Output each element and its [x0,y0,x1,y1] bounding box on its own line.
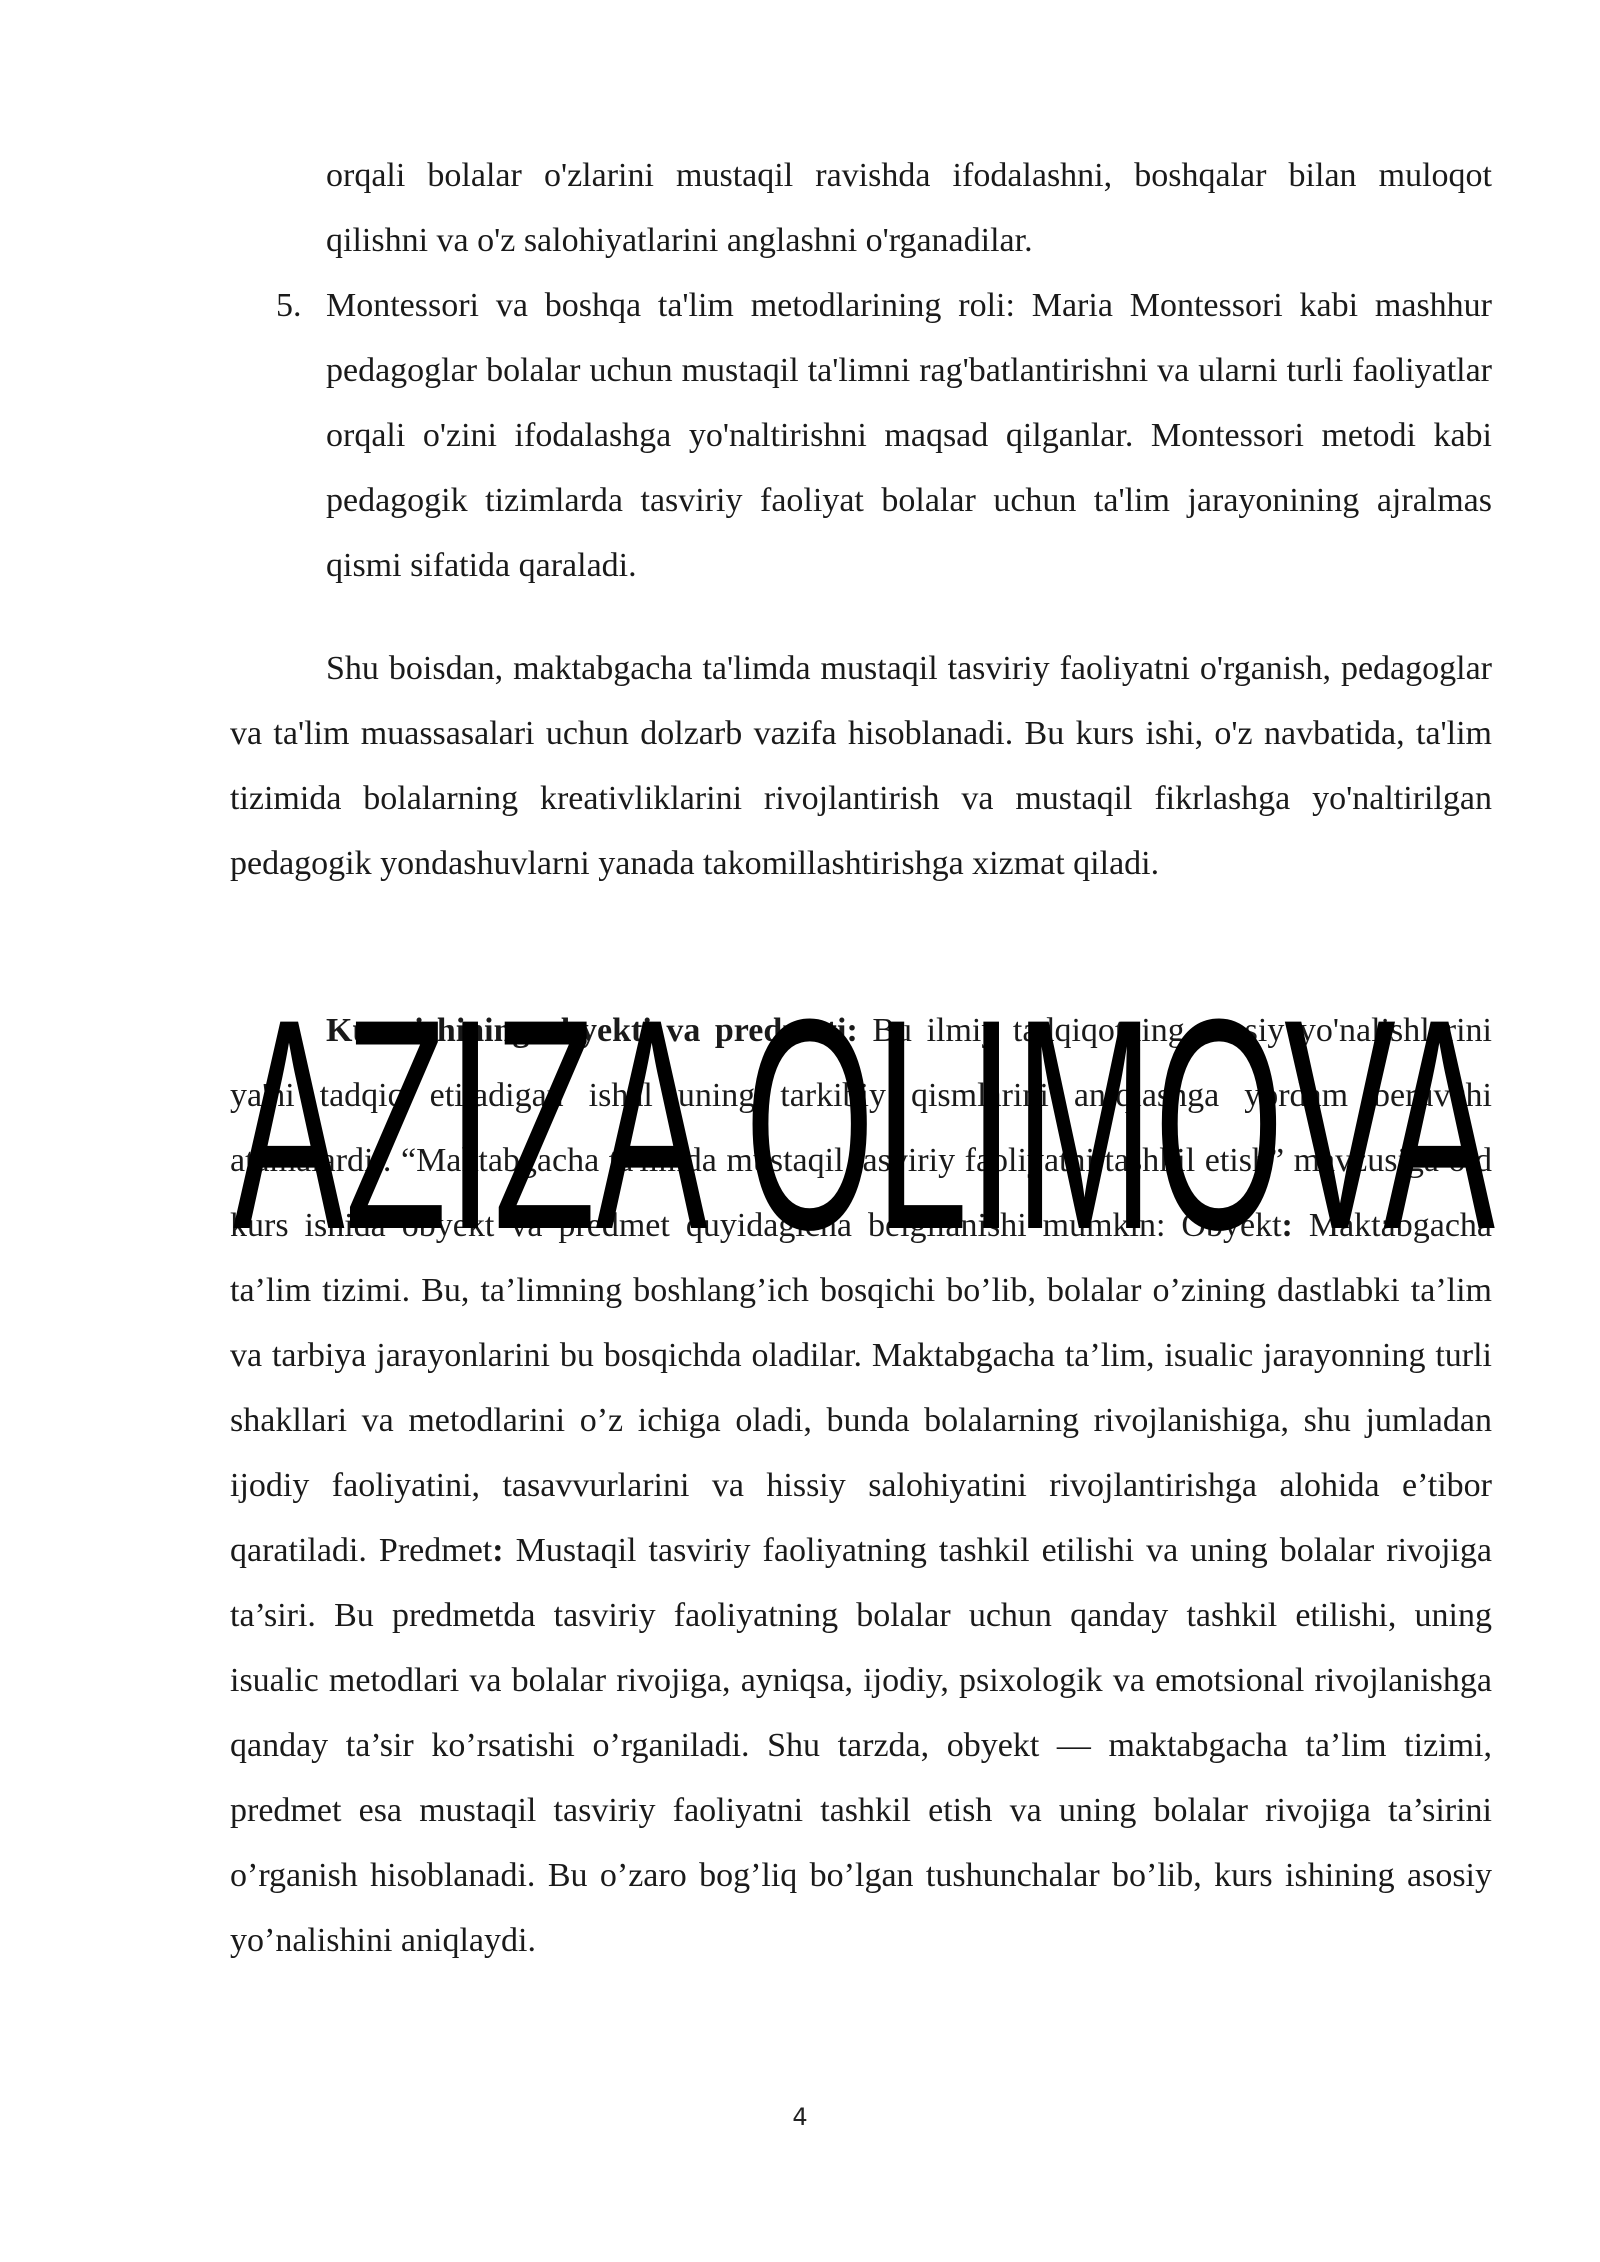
colon-mark: : [492,1532,504,1569]
colon-mark: : [1281,1207,1293,1244]
paragraph-heading: Kurs ishining obyekti va predmeti: [326,1012,858,1049]
continuation-paragraph: orqali bolalar o'zlarini mustaqil ravishda ifodalashni, boshqalar bilan muloqot qilishni va o'z salohiyatlarini anglashni o'rganadilar. [326,157,1492,259]
paragraph-text: Bu ilmiy tadqiqotning asosiy yo'nalishlarini ya'ni tadqiq etiladigan ishal uning tarkibiy qismlarini aniqlashga yordam beruvchi atamalardir. “Maktabgacha ta'limda mustaqil tasviriy faoliyatni tashkil etish” mavzusiga oid kurs ishida obyekt va predmet quyidagicha belgilanishi mumkin: Obyekt [230,1012,1492,1244]
page-number: 4 [792,2103,808,2131]
list-item [276,273,1492,598]
watermark-text: AZIZA OLIMOVA [233,970,1496,1250]
paragraph-text: Mustaqil tasviriy faoliyatning tashkil etilishi va uning bolalar rivojiga ta’siri. Bu predmetda tasviriy faoliyatning bolalar uchun qanday tashkil etilishi, uning isualic metodlari va bolalar rivojiga, ayniqsa, ijodiy, psixologik va emotsional rivojlanishga qanday ta’sir ko’rsatishi o’rganiladi. Shu tarzda, obyekt — maktabgacha ta’lim tizimi, predmet esa mustaqil tasviriy faoliyatni tashkil etish va uning bolalar rivojiga ta’sirini o’rganish hisoblanadi. Bu o’zaro bog’liq bo’lgan tushunchalar bo’lib, kurs ishining asosiy yo’nalishini aniqlaydi. [230,1532,1492,1959]
author-watermark [228,970,1500,1250]
paragraph-text: Maktabgacha ta’lim tizimi. Bu, ta’limning boshlang’ich bosqichi bo’lib, bolalar o’zining dastlabki ta’lim va tarbiya jarayonlarini bu bosqichda oladilar. Maktabgacha ta’lim, isualic jarayonning turli shakllari va metodlarini o’z ichiga oladi, bunda bolalarning rivojlanishiga, shu jumladan ijodiy faoliyatini, tasavvurlarini va hissiy salohiyatini rivojlantirishga alohida e’tibor qaratiladi. Predmet [230,1207,1492,1569]
body-paragraph: Shu boisdan, maktabgacha ta'limda mustaqil tasviriy faoliyatni o'rganish, pedagoglar va ta'lim muassasalari uchun dolzarb vazifa hisoblanadi. Bu kurs ishi, o'z navbatida, ta'lim tizimida bolalarning kreativliklarini rivojlantirish va mustaqil fikrlashga yo'naltirilgan pedagogik yondashuvlarni yanada takomillashtirishga xizmat qiladi. [230,650,1492,882]
list-item-text: Montessori va boshqa ta'lim metodlarining roli: Maria Montessori kabi mashhur pedagoglar bolalar uchun mustaqil ta'limni rag'batlantirishni va ularni turli faoliyatlar orqali o'zini ifodalashga yo'naltirishni maqsad qilganlar. Montessori metodi kabi pedagogik tizimlarda tasviriy faoliyat bolalar uchun ta'lim jarayonining ajralmas qismi sifatida qaraladi. [326,287,1492,584]
list-item-number: 5. [276,287,302,324]
